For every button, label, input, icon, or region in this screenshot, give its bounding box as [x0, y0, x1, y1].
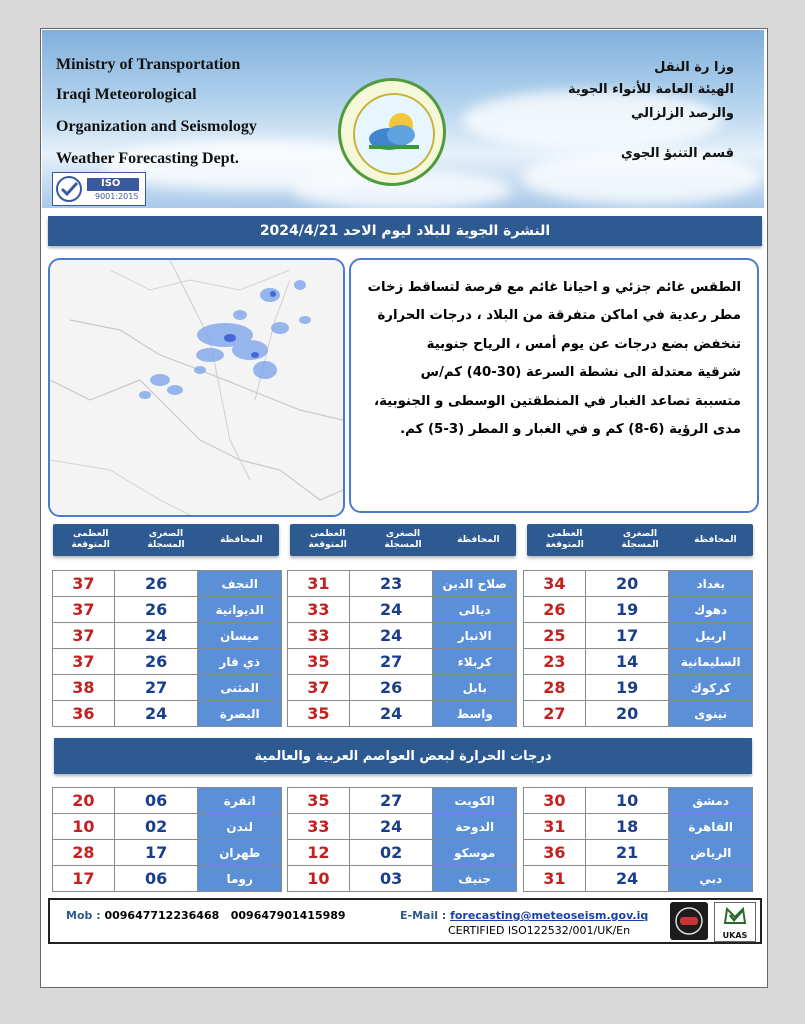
forecast-line-6: مدى الرؤية (6-8) كم و في الغبار و المطر (3-5) كم.	[400, 422, 741, 438]
location-name-cell: دمشق	[669, 788, 753, 814]
min-header: الصغرى المسجلة	[147, 529, 185, 550]
min-temp-cell: 20	[585, 701, 669, 727]
min-temp-cell: 23	[349, 571, 433, 597]
min-temp-cell: 19	[585, 597, 669, 623]
max-temp-cell: 33	[288, 623, 350, 649]
table-row	[524, 675, 753, 701]
max-temp-cell: 37	[288, 675, 350, 701]
header-banner	[42, 30, 764, 208]
location-name-cell: دهوك	[669, 597, 753, 623]
max-temp-cell: 35	[288, 788, 350, 814]
en-line-3: Organization and Seismology	[56, 118, 257, 135]
location-name-cell: الكويت	[433, 788, 517, 814]
max-temp-cell: 10	[288, 866, 350, 892]
table-row	[288, 840, 517, 866]
bulletin-title: النشرة الجوية للبلاد ليوم الاحد 2024/4/21	[48, 216, 762, 246]
province-table-3	[52, 570, 282, 727]
max-temp-cell: 28	[524, 675, 586, 701]
min-temp-cell: 21	[585, 840, 669, 866]
min-temp-cell: 27	[349, 649, 433, 675]
table-row	[524, 597, 753, 623]
max-temp-cell: 31	[288, 571, 350, 597]
table-row	[524, 701, 753, 727]
mobile-label: Mob :	[66, 909, 101, 922]
capitals-table-1	[523, 787, 753, 892]
min-temp-cell: 10	[585, 788, 669, 814]
min-temp-cell: 26	[349, 675, 433, 701]
min-temp-cell: 18	[585, 814, 669, 840]
iso-seal-icon	[670, 902, 708, 940]
location-name-cell: اربيل	[669, 623, 753, 649]
table-row	[288, 866, 517, 892]
min-temp-cell: 17	[114, 840, 198, 866]
location-name-cell: موسكو	[433, 840, 517, 866]
table-row	[524, 866, 753, 892]
table-row	[53, 840, 282, 866]
max-temp-cell: 38	[53, 675, 115, 701]
province-header: المحافظة	[457, 534, 500, 545]
min-temp-cell: 24	[585, 866, 669, 892]
table-row	[288, 788, 517, 814]
table-row	[524, 649, 753, 675]
min-temp-cell: 24	[114, 701, 198, 727]
table-header-group-3	[53, 524, 279, 556]
table-row	[53, 597, 282, 623]
table-row	[524, 788, 753, 814]
max-temp-cell: 30	[524, 788, 586, 814]
table-row	[288, 814, 517, 840]
ar-line-4: قسم التنبؤ الجوي	[620, 146, 734, 161]
location-name-cell: الرياض	[669, 840, 753, 866]
capitals-table-3	[52, 787, 282, 892]
min-header: الصغرى المسجلة	[621, 529, 659, 550]
min-temp-cell: 24	[349, 701, 433, 727]
min-temp-cell: 20	[585, 571, 669, 597]
table-row	[524, 571, 753, 597]
max-temp-cell: 33	[288, 597, 350, 623]
max-temp-cell: 10	[53, 814, 115, 840]
max-temp-cell: 36	[53, 701, 115, 727]
table-row	[524, 814, 753, 840]
iraq-map-image	[50, 260, 343, 515]
location-name-cell: صلاح الدين	[433, 571, 517, 597]
max-temp-cell: 35	[288, 649, 350, 675]
table-header-group-2	[290, 524, 516, 556]
min-temp-cell: 24	[349, 597, 433, 623]
capitals-table-2	[287, 787, 517, 892]
max-temp-cell: 20	[53, 788, 115, 814]
contact-footer	[48, 898, 762, 944]
ar-line-3: والرصد الزلزالي	[631, 106, 734, 121]
table-row	[53, 571, 282, 597]
max-header: العظمى المتوقعة	[545, 529, 584, 550]
mobile-values: 009647712236468 009647901415989	[104, 909, 346, 922]
location-name-cell: ذي قار	[198, 649, 282, 675]
location-name-cell: ميسان	[198, 623, 282, 649]
min-temp-cell: 26	[114, 597, 198, 623]
iso-label: ISO	[101, 178, 121, 189]
ukas-label: UKAS	[722, 931, 748, 940]
table-row	[524, 623, 753, 649]
forecast-line-5: متسببة تصاعد الغبار في المنطقتين الوسطى و الجنوبية،	[374, 393, 741, 409]
ar-line-2: الهيئة العامة للأنواء الجوية	[568, 82, 734, 97]
table-row	[288, 623, 517, 649]
max-temp-cell: 26	[524, 597, 586, 623]
table-row	[524, 840, 753, 866]
location-name-cell: البصرة	[198, 701, 282, 727]
min-temp-cell: 24	[349, 814, 433, 840]
location-name-cell: كركوك	[669, 675, 753, 701]
min-temp-cell: 24	[114, 623, 198, 649]
min-temp-cell: 03	[349, 866, 433, 892]
forecast-line-4: شرقية معتدلة الى نشطة السرعة (30-40) كم/س	[420, 365, 741, 381]
organization-logo	[338, 78, 446, 186]
province-header: المحافظة	[220, 534, 263, 545]
max-temp-cell: 25	[524, 623, 586, 649]
max-temp-cell: 37	[53, 623, 115, 649]
en-line-1: Ministry of Transportation	[56, 56, 241, 73]
capitals-title: درجات الحرارة لبعض العواصم العربية والعالمية	[54, 738, 752, 774]
table-row	[53, 649, 282, 675]
min-header: الصغرى المسجلة	[384, 529, 422, 550]
email-link[interactable]: forecasting@meteoseism.gov.iq	[450, 909, 649, 922]
min-temp-cell: 14	[585, 649, 669, 675]
province-table-2	[287, 570, 517, 727]
location-name-cell: دبي	[669, 866, 753, 892]
cloud-sun-icon	[355, 95, 433, 173]
location-name-cell: السليمانية	[669, 649, 753, 675]
location-name-cell: جنيف	[433, 866, 517, 892]
max-temp-cell: 23	[524, 649, 586, 675]
table-row	[53, 866, 282, 892]
certified-text: CERTIFIED ISO122532/001/UK/En	[448, 924, 631, 937]
location-name-cell: بغداد	[669, 571, 753, 597]
max-temp-cell: 37	[53, 571, 115, 597]
province-table-1	[523, 570, 753, 727]
ukas-crown-icon	[715, 903, 755, 927]
location-name-cell: النجف	[198, 571, 282, 597]
min-temp-cell: 06	[114, 866, 198, 892]
location-name-cell: ديالى	[433, 597, 517, 623]
max-header: العظمى المتوقعة	[71, 529, 110, 550]
location-name-cell: لندن	[198, 814, 282, 840]
forecast-line-1: الطقس غائم جزئي و احيانا غائم مع فرصة لتساقط زخات	[367, 280, 741, 295]
table-row	[53, 675, 282, 701]
min-temp-cell: 24	[349, 623, 433, 649]
iso-sub-label: 9001:2015	[95, 192, 139, 201]
location-name-cell: روما	[198, 866, 282, 892]
table-row	[288, 675, 517, 701]
mobile-numbers	[66, 909, 346, 922]
max-temp-cell: 33	[288, 814, 350, 840]
min-temp-cell: 26	[114, 571, 198, 597]
max-temp-cell: 34	[524, 571, 586, 597]
max-temp-cell: 35	[288, 701, 350, 727]
min-temp-cell: 17	[585, 623, 669, 649]
min-temp-cell: 19	[585, 675, 669, 701]
max-temp-cell: 31	[524, 814, 586, 840]
location-name-cell: بابل	[433, 675, 517, 701]
location-name-cell: واسط	[433, 701, 517, 727]
max-temp-cell: 17	[53, 866, 115, 892]
max-temp-cell: 37	[53, 597, 115, 623]
min-temp-cell: 27	[349, 788, 433, 814]
iso-badge	[52, 172, 146, 206]
table-row	[53, 814, 282, 840]
max-header: العظمى المتوقعة	[308, 529, 347, 550]
min-temp-cell: 27	[114, 675, 198, 701]
min-temp-cell: 02	[114, 814, 198, 840]
table-row	[53, 788, 282, 814]
location-name-cell: الديوانية	[198, 597, 282, 623]
radar-map	[48, 258, 345, 517]
table-row	[288, 649, 517, 675]
en-line-2: Iraqi Meteorological	[56, 86, 197, 103]
table-row	[53, 623, 282, 649]
table-header-group-1	[527, 524, 753, 556]
max-temp-cell: 27	[524, 701, 586, 727]
location-name-cell: نينوى	[669, 701, 753, 727]
table-row	[53, 701, 282, 727]
table-row	[288, 701, 517, 727]
max-temp-cell: 31	[524, 866, 586, 892]
max-temp-cell: 37	[53, 649, 115, 675]
forecast-text	[349, 258, 759, 513]
min-temp-cell: 02	[349, 840, 433, 866]
max-temp-cell: 28	[53, 840, 115, 866]
forecast-line-3: تنخفض بضع درجات عن يوم أمس ، الرياح جنوبية	[426, 336, 741, 352]
location-name-cell: انقرة	[198, 788, 282, 814]
location-name-cell: المثنى	[198, 675, 282, 701]
min-temp-cell: 06	[114, 788, 198, 814]
ukas-logo	[714, 902, 756, 942]
email-line	[400, 909, 648, 922]
min-temp-cell: 26	[114, 649, 198, 675]
en-line-4: Weather Forecasting Dept.	[56, 150, 239, 167]
location-name-cell: الدوحة	[433, 814, 517, 840]
max-temp-cell: 36	[524, 840, 586, 866]
table-row	[288, 571, 517, 597]
location-name-cell: القاهرة	[669, 814, 753, 840]
location-name-cell: كربلاء	[433, 649, 517, 675]
table-row	[288, 597, 517, 623]
location-name-cell: طهران	[198, 840, 282, 866]
ar-line-1: وزا رة النقل	[654, 60, 734, 75]
location-name-cell: الانبار	[433, 623, 517, 649]
forecast-line-2: مطر رعدية في اماكن متفرقة من البلاد ، درجات الحرارة	[377, 308, 741, 324]
max-temp-cell: 12	[288, 840, 350, 866]
email-label: E-Mail :	[400, 909, 447, 922]
province-header: المحافظة	[694, 534, 737, 545]
